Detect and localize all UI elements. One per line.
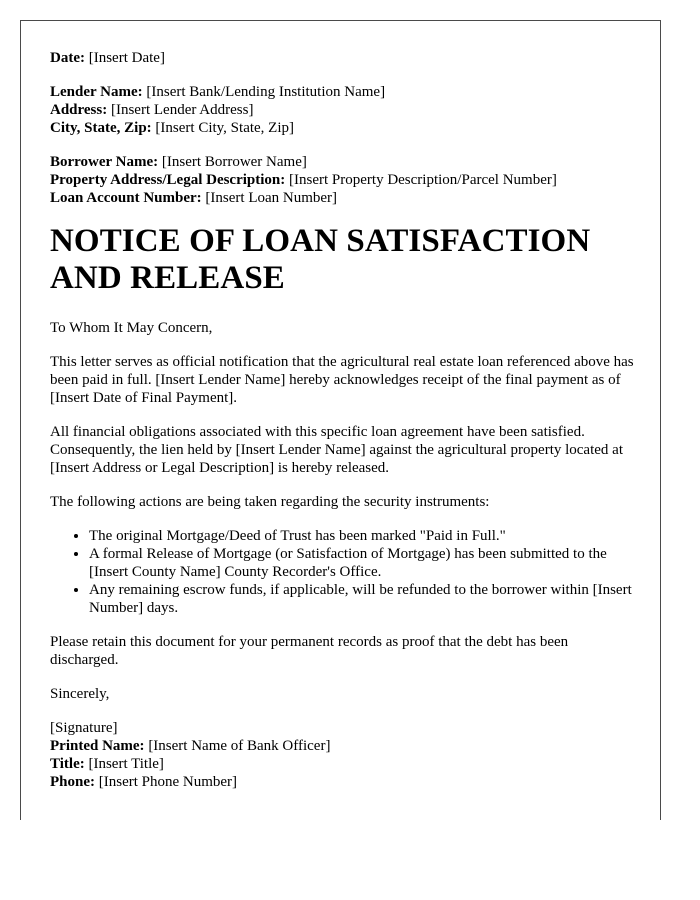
signature-block [50,719,635,791]
borrower-name-value: [Insert Borrower Name] [161,154,307,170]
printed-name-value: [Insert Name of Bank Officer] [148,738,331,754]
lender-name-value: [Insert Bank/Lending Institution Name] [146,84,386,100]
title-line-2: AND RELEASE [50,260,285,296]
letter-page [20,20,661,820]
lender-city-line [50,119,635,137]
property-value: [Insert Property Description/Parcel Number] [289,172,557,188]
lender-address-line [50,101,635,119]
loan-account-line [50,189,635,207]
lender-address-label: Address: [50,102,108,118]
paragraph-retain: Please retain this document for your permanent records as proof that the debt has been discharged. [50,634,569,668]
lender-address-value: [Insert Lender Address] [110,102,254,118]
list-item: • Any remaining escrow funds, if applicable, will be refunded to the borrower within [Insert Number] days. [89,581,635,617]
phone-value: [Insert Phone Number] [98,774,238,790]
closing: Sincerely, [50,686,110,702]
paragraph-lien-release: All financial obligations associated with this specific loan agreement have been satisfied. Consequently, the lien held by [Insert Lender Name] against the agricultural property located at [Insert Address or Legal Description] is hereby released. [50,424,623,476]
title-line-1: NOTICE OF LOAN SATISFACTION [50,223,591,259]
lender-city-label: City, State, Zip: [50,120,152,136]
lender-name-line [50,83,635,101]
property-line [50,171,635,189]
borrower-name-line [50,153,635,171]
officer-title-line [50,755,635,773]
loan-account-value: [Insert Loan Number] [205,190,338,206]
date-value: [Insert Date] [88,50,165,66]
officer-title-label: Title: [50,756,85,772]
phone-line [50,773,635,791]
printed-name-line [50,737,635,755]
list-item: • A formal Release of Mortgage (or Satisfaction of Mortgage) has been submitted to the [Insert County Name] County Recorder's Office. [89,545,635,581]
paragraph-actions-intro: The following actions are being taken regarding the security instruments: [50,494,490,510]
borrower-name-label: Borrower Name: [50,154,159,170]
letter-content [50,49,635,791]
officer-title-value: [Insert Title] [88,756,164,772]
list-item: • The original Mortgage/Deed of Trust has been marked "Paid in Full." [89,527,635,545]
phone-label: Phone: [50,774,95,790]
loan-account-label: Loan Account Number: [50,190,202,206]
borrower-block [50,153,635,207]
date-line [50,49,635,67]
salutation: To Whom It May Concern, [50,320,213,336]
actions-list [50,527,635,617]
paragraph-paid-in-full: This letter serves as official notification that the agricultural real estate loan referenced above has been paid in full. [Insert Lender Name] hereby acknowledges receipt of the final payment as of [Insert Date of Final Payment]. [50,354,634,406]
lender-block [50,83,635,137]
printed-name-label: Printed Name: [50,738,145,754]
property-label: Property Address/Legal Description: [50,172,286,188]
signature-placeholder: [Signature] [50,720,118,736]
lender-city-value: [Insert City, State, Zip] [155,120,295,136]
date-label: Date: [50,50,85,66]
lender-name-label: Lender Name: [50,84,143,100]
document-title [50,223,635,297]
